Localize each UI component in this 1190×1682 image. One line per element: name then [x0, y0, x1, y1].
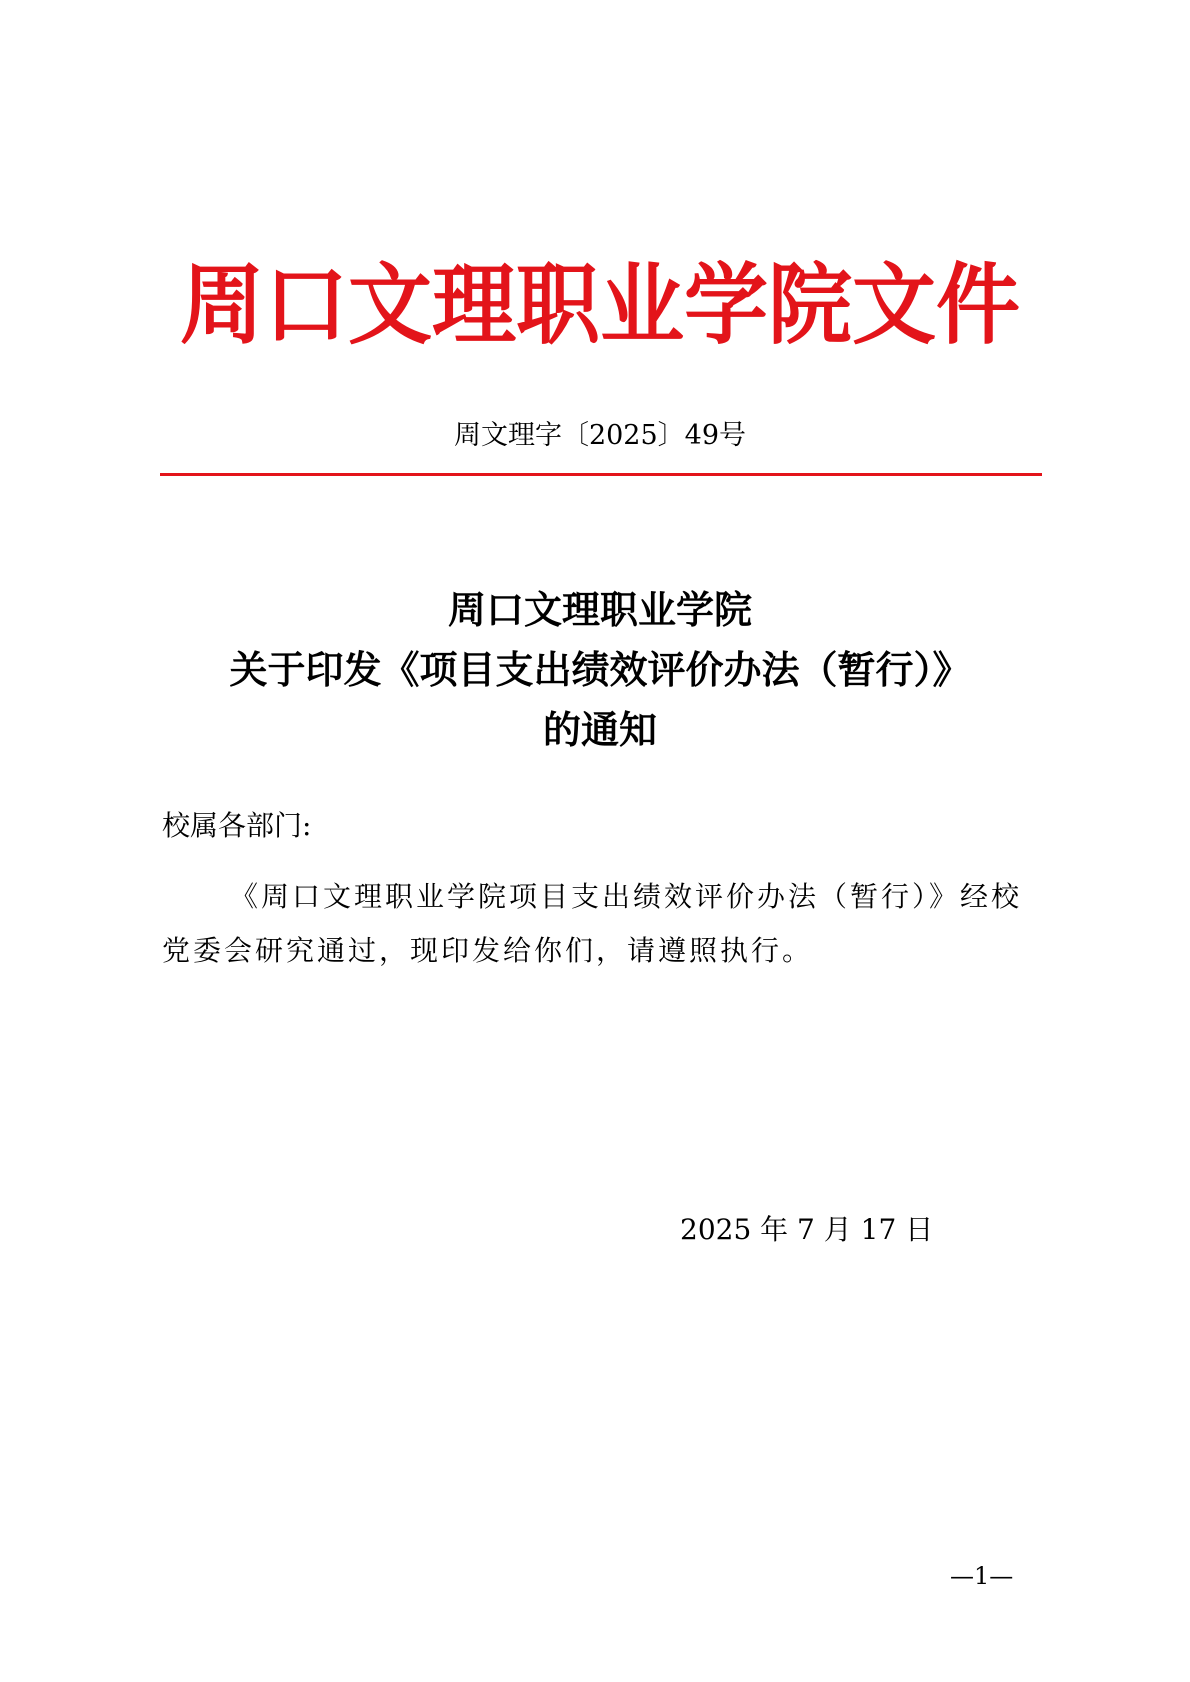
- page-number: —1—: [950, 1562, 1014, 1590]
- salutation: 校属各部门:: [162, 809, 312, 842]
- document-number: 周文理字〔2025〕49号: [453, 420, 747, 451]
- body-line-2: 党委会研究通过，现印发给你们，请遵照执行。: [162, 934, 814, 967]
- issuer-banner: 周口文理职业学院文件: [179, 252, 1020, 357]
- title-line-1: 周口文理职业学院: [447, 587, 752, 632]
- title-line-2: 关于印发《项目支出绩效评价办法（暂行）》: [229, 647, 971, 692]
- title-line-3: 的通知: [542, 707, 657, 752]
- body-paragraph: [162, 870, 1052, 978]
- red-divider: [160, 473, 1042, 476]
- body-line-1: 《周口文理职业学院项目支出绩效评价办法（暂行）》经校: [230, 880, 1023, 913]
- document-title: [150, 580, 1050, 760]
- issue-date: 2025 年 7 月 17 日: [680, 1213, 934, 1246]
